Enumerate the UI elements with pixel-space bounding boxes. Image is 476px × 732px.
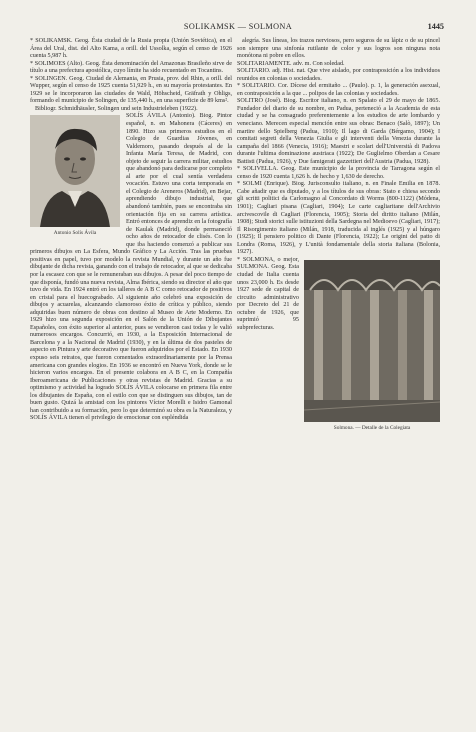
entry-solis-avila-continued: alegría. Sus líneas, los trazos nerviosos, pero seguros de su lápiz o de su pincel son siempre una sinfonía rutilante de color y sus logros son ninguna nota monótona ni pobre en ellos. (237, 38, 440, 60)
running-title: SOLIKAMSK — SOLMONA (183, 22, 293, 31)
entry-solivella: * SOLIVELLA. Geog. Este municipio de la provincia de Tarragona según el censo de 1920 cuenta 1,626 h. de hecho y 1,630 de derecho. (237, 166, 440, 180)
portrait-photo (30, 115, 120, 227)
running-header (0, 22, 476, 36)
portrait-caption: Antonio Solís Ávila (53, 230, 97, 237)
entry-solitro: SOLITRO (José). Biog. Escritor italiano, n. en Spalato el 29 de mayo de 1865. Fundador del diario de su nombre, en Padua, perteneció a la Academia de esta ciudad y se ha consagrado preferentemente a los estudios de arte lombardo y veneciano. Merecen especial mención entre sus obras: Benaco (Salò, 1897); Un martire dello Spielberg (Padua, 1910); Il lago di Garda (Bérgamo, 1904); I comitati segreti della Venezia Giulia e gli interventi della Venezia durante la campaña del 1866 (Venecia, 1916); Maestri e scolari dell'Università di Padova durante l'ultima dominazione austriaca (1922); De Guglielmo Oberdan a Cesare Battisti (Padua, 1926), y Due famigerati gazzettieri dell'Austria (Padua, 1928). (237, 98, 440, 165)
entry-solimoes: * SOLIMOES (Alto). Geog. Ésta denominación del Amazonas Brasileño sirve de título a una prefectura apostólica, cuyo límite ha sido recuentado en Tocantins. (30, 60, 232, 75)
entry-solingen-bibliography: Bibliogr. Schmidhäusler, Solingen und sein Industrieleben (1922). (35, 105, 198, 112)
entry-solitario-hist-nat: SOLITARIO. adj. Hist. nat. Que vive aislado, por contraposición a los individuos reunidos en colonias o sociedades. (237, 68, 440, 82)
left-column (30, 38, 232, 423)
entry-solmona: * SOLMONA, o mejor, SULMONA. Geog. Esta ciudad de Italia cuenta unos 23,000 h. Es desde 1927 sede de capital de circuito administrativo por Decreto del 21 de octubre de 1926, que suprimió 95 subprefecturas. (237, 256, 299, 331)
solmona-caption: Solmona. — Detalle de la Colegiata (333, 424, 411, 431)
colonnade-illustration (304, 260, 440, 422)
entry-solis-avila-wrapper (30, 113, 232, 422)
entry-solingen: * SOLINGEN. Geog. Ciudad de Alemania, en Prusia, prov. del Rhin, a orill. del Wupper, según el censo de 1925 cuenta 51,929 h., en su mayoría protestantes. En 1929 se le incorporaron las ciudades de Wald, Höhscheid, Gräfrath y Ohligs, formando el municipio de Solingen, de 135,440 h., en una superficie de 89 kms². (30, 75, 232, 105)
entry-solis-avila: SOLÍS ÁVILA (Antonio). Biog. Pintor español, n. en Mahonera (Cáceres) en 1890. Hizo sus primeros estudios en el Colegio de Guardias Jóvenes, en Valdemoro, pasando después al de la Infanta María Teresa, de Madrid, con objeto de seguir la carrera militar, estudios que abandonó para dedicarse por completo al arte por el cual sentía verdadera vocación. Estuvo una corta temporada en el Colegio de Areneros (Madrid), en Bejar, aprendiendo dibujo industrial, que abandonó también, pues se encontraba sin orientación fija en su carrera artística. Entró entonces de aprendiz en la fotografía de Kaulak (Madrid), donde permaneció ocho años de retocador de clisés. Con lo que iba haciendo comenzó a publicar sus primeros dibujos en La Esfera, Mundo Gráfico y La Acción. Tras las pruebas positivas en papel, tuvo por modelo la revista Mundial, y durante un año fue dibujante de dicha revista, ganando con el trabajo de retocador, al que se dedicaba por la escasez con que se le remuneraban sus dibujos. A pesar del poco tiempo de que disponía, fundó una nueva revista, Alma Ibérica, siendo su director el año que tuvo de vida. En 1924 entró en los talleres de A B C como retocador de positivos en cristal para el huecograbado. Al siguiente año celebró una exposición de dibujos y acuarelas, alcanzando clamoroso éxito de crítica y público, siendo adquiridas buen número de obras con destino al Museo de Arte Moderno. En 1929 hizo una segunda exposición en el Salón de la Unión de Dibujantes Españoles, con éxito superior al anterior, pues se vendieron casi todas y le valió numerosos encargos. Concurrió, en 1930, a la Exposición Internacional de Barcelona y a la Nacional de Madrid (1930), y en la última de dos pasteles de aspecto en Pintura y arte decorativo que fueron adquiridos por el Estado. En 1930 expuso seis retratos, que fueron comentados extraordinariamente por la Prensa americana con grandes elogios. En 1936 se encontró en Nueva York, donde se le hicieron varios encargos. En el presente colabora en A B C, en la Compañía Iberoamericana de Publicaciones y otras revistas de Madrid. Gracias a su optimismo y actividad ha logrado SOLÍS ÁVILA colocarse en primera fila entre los dibujantes de España, con el estilo con que se distinguen sus dibujos, tan de buen gusto. Quizá la amistad con los pintores Víctor Morelli e Isidro Gamonal han contribuido a su formación, pero lo que determinó su obra es la Naturaleza, y SOLÍS ÁVILA tienen el privilegio de emocionar con espléndida (30, 113, 232, 422)
portrait-figure (30, 115, 120, 241)
right-column (237, 38, 440, 437)
entry-solitario: * SOLITARIO. Cor. Dícese del ermitaño ... (Paulo). p. 1, la generación asexual, en contraposición a la que ... polipos de las colonias y sociedades. (237, 83, 440, 97)
entry-solikamsk: * SOLIKAMSK. Geog. Ésta ciudad de la Rusia propia (Unión Soviética), en el Área del Ural, dist. del Alto Kama, a orill. del Ussolka, según el censo de 1926 cuenta 5,987 h. (30, 38, 232, 60)
solmona-photo (304, 260, 440, 422)
portrait-illustration (30, 115, 120, 227)
solmona-figure (304, 260, 440, 434)
page-number: 1445 (427, 22, 444, 31)
entry-solmi: * SOLMI (Enrique). Biog. Jurisconsulto italiano, n. en Finale Emilia en 1878. Cabe añadir que es diputado, y a los títulos de sus obras: Stato e chiesa secondo gli scritti politici da Carlomagno al Concordato di Worms (800-1122) (Módena, 1901); Cagliari pisana (Cagliari, 1904); Le carte cagliaritane dell'Archivio arcivescovile di Cagliari (Florencia, 1905); Storia del diritto italiano (Milán, 1908); Studi storici sulle istituzioni della Sardegna nel Medioevo (Cagliari, 1917); Il Risorgimento italiano (Milán, 1918, traducida al inglés (1925) y al húngaro (1925); Il pensiero politico di Dante (Florencia, 1922); Le origini del patto di Londra (Roma, 1926), y L'unità fondamentale della storia italiana (Bolonia, 1927). (237, 181, 440, 256)
entry-solitariamente: SOLITARIAMENTE. adv. m. Con soledad. (237, 60, 345, 67)
